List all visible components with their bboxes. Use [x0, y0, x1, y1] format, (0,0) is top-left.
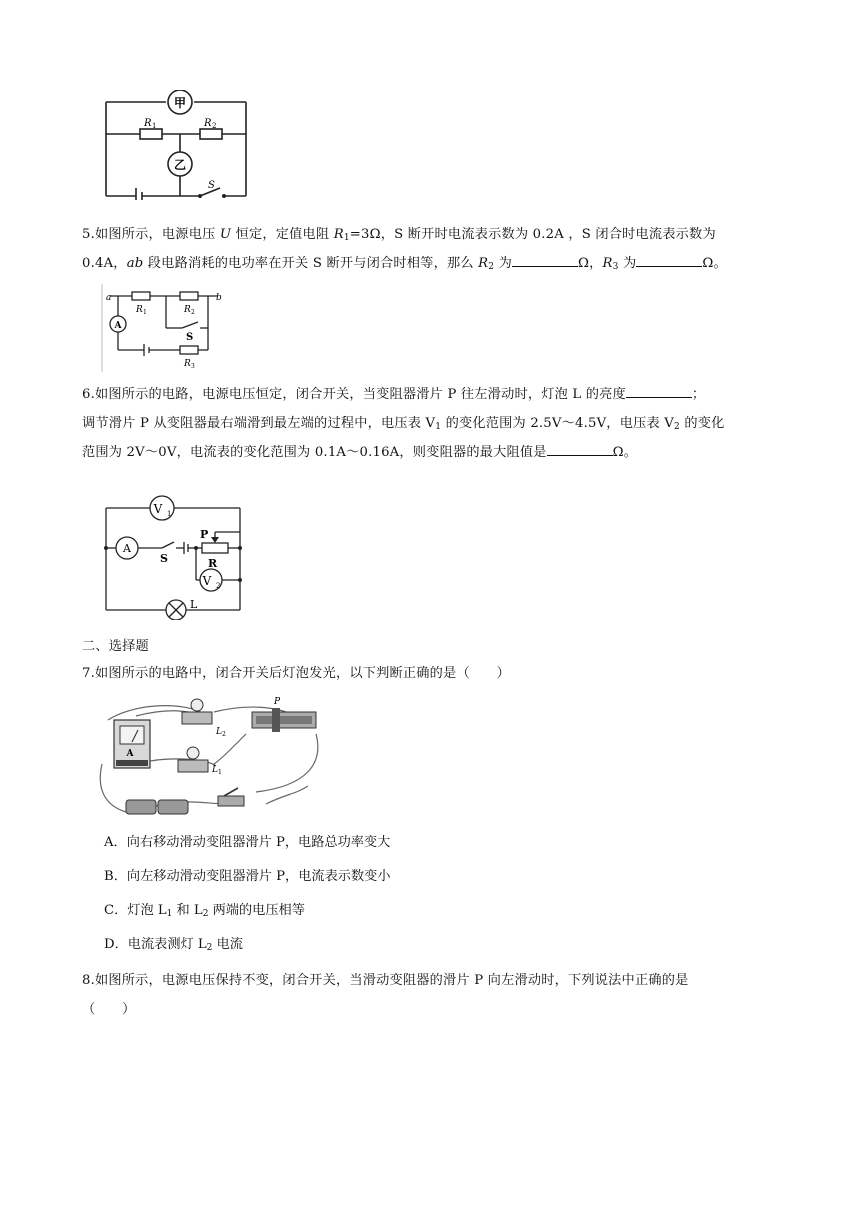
q6-v2-label: V [202, 574, 212, 588]
q6-text: 的变化 [679, 416, 725, 431]
q6-text: 的变化范围为 2.5V～4.5V，电压表 V [441, 416, 674, 431]
q5-r3-sub: 3 [191, 363, 195, 370]
q5-var-r: R [333, 227, 344, 242]
q5-r2-sub: 2 [191, 309, 195, 316]
q7-l2-label: L [216, 727, 222, 737]
option-c-sub: 2 [202, 909, 209, 919]
option-c-sub: 1 [166, 909, 173, 919]
question-6-text [82, 380, 782, 467]
option-d[interactable] [104, 935, 243, 955]
q6-rheostat-r-label: R [208, 557, 218, 570]
answer-blank-brightness[interactable] [626, 383, 692, 398]
q7-ammeter-label: A [126, 749, 134, 759]
q6-slider-p-label: P [200, 528, 209, 541]
circuit-figure-jia-yi [100, 90, 250, 200]
q6-text: 范围为 2V～0V，电流表的变化范围为 0.1A～0.16A，则变阻器的最大阻值是 [82, 445, 547, 460]
r2-sub: 2 [212, 122, 217, 130]
q7-l2-sub: 2 [222, 731, 226, 738]
option-c-text: C．灯泡 L [104, 903, 167, 918]
q5-var-r: R [478, 256, 489, 271]
question-8-text [82, 966, 782, 1024]
q5-text: 5.如图所示，电源电压 [82, 227, 220, 242]
q6-text: Ω。 [612, 445, 638, 460]
q5-point-b: b [216, 293, 222, 303]
q5-switch-label: S [186, 332, 194, 343]
option-a[interactable]: A．向右移动滑动变阻器滑片 P，电路总功率变大 [104, 835, 391, 850]
q5-sub: 1 [343, 233, 350, 243]
q5-text: 0.4A， [82, 256, 127, 271]
switch-s-label: S [208, 180, 215, 191]
q7-l1-sub: 1 [218, 769, 222, 776]
q5-r1-sub: 1 [143, 309, 147, 316]
question-7-stem: 7.如图所示的电路中，闭合开关后灯泡发光，以下判断正确的是（ ） [82, 666, 510, 681]
q5-r2-label: R [184, 305, 191, 315]
section-heading-choice: 二、选择题 [82, 639, 149, 654]
q5-text: 段电路消耗的电功率在开关 S 断开与闭合时相等，那么 [143, 256, 479, 271]
q6-v2-sub: 2 [216, 582, 221, 590]
q7-l1-label: L [212, 765, 218, 775]
q6-lamp-l-label: L [190, 598, 198, 611]
option-b[interactable]: B．向左移动滑动变阻器滑片 P，电流表示数变小 [104, 869, 391, 884]
q5-var-u: U [219, 227, 232, 242]
q7-slider-p-label: P [274, 697, 281, 707]
q6-sub: 2 [673, 422, 680, 432]
q5-r3-label: R [184, 359, 191, 369]
q6-text: 调节滑片 P 从变阻器最右端滑到最左端的过程中，电压表 V [82, 416, 436, 431]
q5-text: 为 [494, 256, 512, 271]
circuit-photo-q7 [96, 694, 326, 820]
q5-text: Ω， [577, 256, 603, 271]
answer-blank-r3[interactable] [636, 252, 702, 267]
q5-text: 为 [618, 256, 637, 271]
q5-point-a: a [106, 293, 112, 303]
option-d-sub: 2 [206, 943, 213, 953]
answer-blank-max-resistance[interactable] [547, 441, 613, 456]
q5-var-r: R [602, 256, 613, 271]
option-d-text: 电流 [212, 937, 243, 952]
circuit-figure-q6 [100, 492, 250, 620]
q5-sub: 2 [488, 262, 495, 272]
q6-switch-s-label: S [160, 552, 168, 565]
q5-ammeter-label: A [114, 321, 122, 331]
option-c-text: 两端的电压相等 [208, 903, 305, 918]
q8-text: （ ） [82, 1002, 136, 1017]
q6-v1-label: V [153, 502, 163, 516]
q6-ammeter-label: A [123, 542, 131, 555]
r1-label: R [144, 118, 152, 129]
q5-var-ab: ab [126, 256, 144, 271]
option-d-text: D．电流表测灯 L [104, 937, 207, 952]
r1-sub: 1 [152, 122, 157, 130]
circuit-figure-q5 [100, 284, 230, 372]
q5-text: 恒定，定值电阻 [231, 227, 334, 242]
meter-yi-label: 乙 [173, 158, 187, 172]
q5-sub: 3 [612, 262, 619, 272]
q5-text: =3Ω，S 断开时电流表示数为 0.2A ，S 闭合时电流表示数为 [349, 227, 716, 242]
q5-text: Ω。 [702, 256, 727, 271]
option-c-text: 和 L [172, 903, 203, 918]
q6-text: 6.如图所示的电路，电源电压恒定，闭合开关，当变阻器滑片 P 往左滑动时，灯泡 L 的亮度 [82, 387, 626, 402]
q8-text: 8.如图所示，电源电压保持不变，闭合开关，当滑动变阻器的滑片 P 向左滑动时，下列说法中正确的是 [82, 973, 689, 988]
option-c[interactable] [104, 901, 305, 921]
answer-blank-r2[interactable] [512, 252, 578, 267]
q6-text: ； [691, 387, 706, 402]
q5-r1-label: R [136, 305, 143, 315]
question-5-text [82, 220, 782, 278]
r2-label: R [204, 118, 212, 129]
q6-sub: 1 [435, 422, 442, 432]
meter-jia-label: 甲 [173, 96, 187, 110]
q6-v1-sub: 1 [167, 510, 172, 518]
